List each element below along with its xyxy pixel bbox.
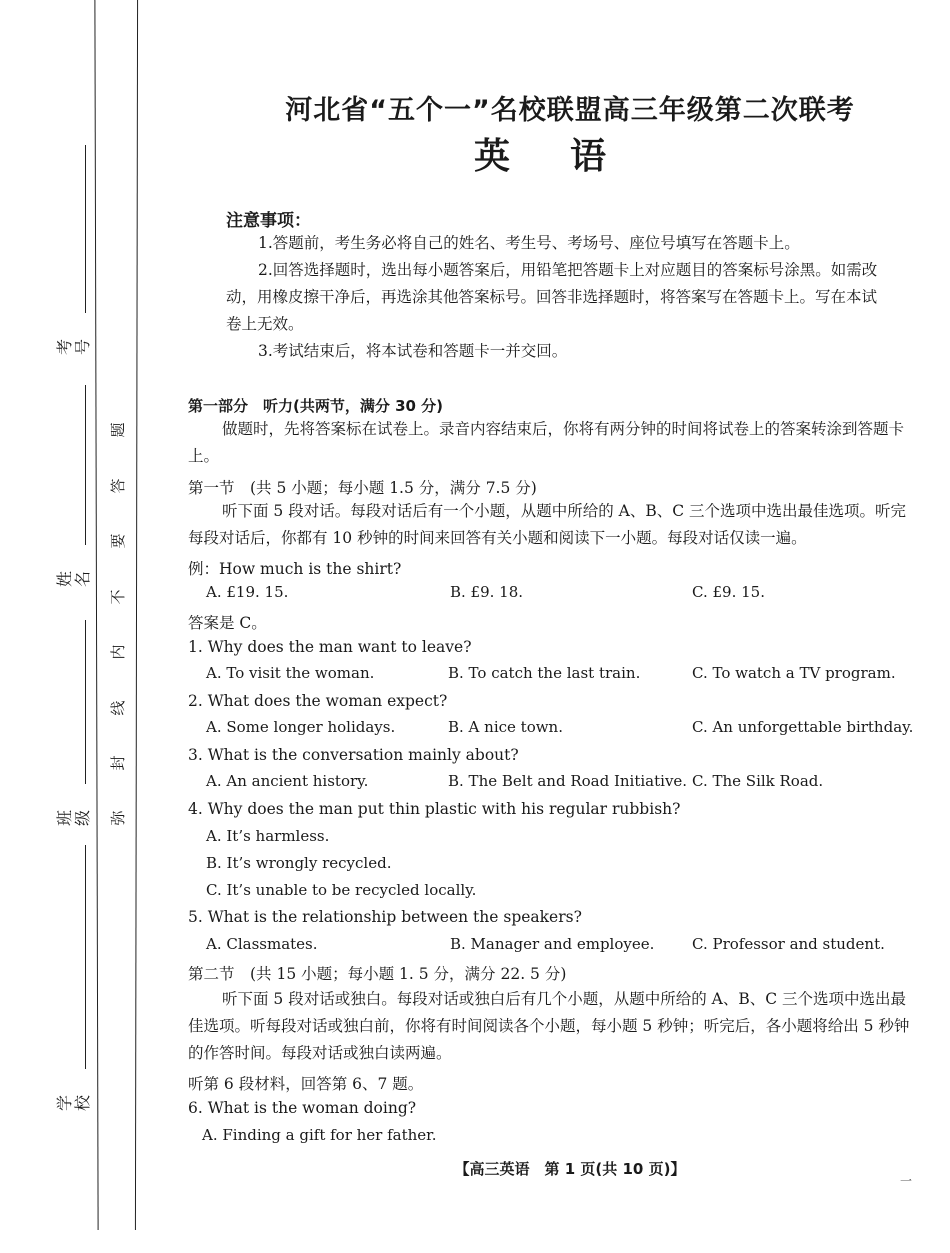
- exam-number-label: 考号: [55, 339, 92, 356]
- example-option-c: C. £9. 15.: [692, 583, 765, 601]
- class-line: [85, 620, 86, 784]
- question-5: 5. What is the relationship between the speakers?: [188, 908, 582, 926]
- page-footer: 【高三英语 第 1 页(共 10 页)】: [454, 1160, 686, 1178]
- exam-number-line: [85, 145, 86, 313]
- school-field[interactable]: [55, 845, 94, 1125]
- q3-option-a: A. An ancient history.: [206, 772, 369, 790]
- name-field[interactable]: [55, 385, 94, 625]
- seal-char: 线: [109, 700, 127, 716]
- exam-number-field[interactable]: [55, 145, 94, 385]
- q4-option-b: B. It’s wrongly recycled.: [206, 854, 392, 872]
- notice-item: 1.答题前，考生务必将自己的姓名、考生号、考场号、座位号填写在答题卡上。: [258, 234, 800, 252]
- subject-title: 英语: [473, 136, 666, 177]
- q1-option-c: C. To watch a TV program.: [692, 664, 896, 682]
- part1-instruction: 做题时，先将答案标在试卷上。录音内容结束后，你将有两分钟的时间将试卷上的答案转涂到答题卡上。: [188, 420, 905, 465]
- name-label: 姓名: [55, 571, 92, 588]
- seal-char: 题: [109, 422, 127, 438]
- section2-heading: 第二节 (共 15 小题；每小题 1. 5 分，满分 22. 5 分): [188, 965, 567, 983]
- section1-heading: 第一节 (共 5 小题；每小题 1.5 分，满分 7.5 分): [188, 479, 537, 497]
- name-line: [85, 385, 86, 545]
- q3-option-b: B. The Belt and Road Initiative.: [448, 772, 688, 790]
- corner-mark: 一: [900, 1174, 913, 1188]
- example-option-b: B. £9. 18.: [450, 583, 524, 601]
- class-label: 班级: [55, 810, 92, 827]
- seal-char: 内: [109, 644, 127, 660]
- seal-char: 要: [109, 533, 127, 549]
- question-1: 1. Why does the man want to leave?: [188, 638, 472, 656]
- example-option-a: A. £19. 15.: [206, 583, 289, 601]
- q2-option-c: C. An unforgettable birthday.: [692, 718, 914, 736]
- question-4: 4. Why does the man put thin plastic with his regular rubbish?: [188, 800, 681, 818]
- notice-item: 2.回答选择题时，选出每小题答案后，用铅笔把答题卡上对应题目的答案标号涂黑。如需改动，用橡皮擦干净后，再选涂其他答案标号。回答非选择题时，将答案写在答题卡上。写在本试卷上无效。: [226, 261, 878, 333]
- exam-title: 河北省“五个一”名校联盟高三年级第二次联考: [285, 95, 855, 126]
- q2-option-a: A. Some longer holidays.: [206, 718, 396, 736]
- q1-option-b: B. To catch the last train.: [448, 664, 641, 682]
- school-line: [85, 845, 86, 1069]
- seal-char: 弥: [109, 810, 127, 826]
- q4-option-a: A. It’s harmless.: [206, 827, 330, 845]
- seal-char: 答: [109, 478, 127, 494]
- notice-heading: 注意事项：: [226, 211, 311, 231]
- class-field[interactable]: [55, 620, 94, 860]
- section1-instruction: 听下面 5 段对话。每段对话后有一个小题，从题中所给的 A、B、C 三个选项中选出最佳选项。听完每段对话后，你都有 10 秒钟的时间来回答有关小题和阅读下一小题。每段对话仅读一遍。: [188, 502, 907, 547]
- seal-char: 不: [109, 589, 127, 605]
- q5-option-a: A. Classmates.: [206, 935, 318, 953]
- seal-char: 封: [109, 755, 127, 771]
- section2-instruction: 听下面 5 段对话或独白。每段对话或独白后有几个小题，从题中所给的 A、B、C 三个选项中选出最佳选项。听每段对话或独白前，你将有时间阅读各个小题，每小题 5 秒钟；听完后，各小题将给出 5 秒钟的作答时间。每段对话或独白读两遍。: [188, 990, 910, 1062]
- school-label: 学校: [55, 1095, 92, 1112]
- material-6-heading: 听第 6 段材料，回答第 6、7 题。: [188, 1075, 424, 1093]
- q6-option-a: A. Finding a gift for her father.: [202, 1126, 437, 1144]
- q3-option-c: C. The Silk Road.: [692, 772, 824, 790]
- binding-line-inner: [135, 0, 138, 1230]
- notice-list: [226, 230, 886, 365]
- question-3: 3. What is the conversation mainly about?: [188, 746, 519, 764]
- example-answer: 答案是 C。: [188, 614, 267, 632]
- binding-line-outer: [94, 0, 98, 1230]
- notice-item: 3.考试结束后，将本试卷和答题卡一并交回。: [258, 342, 568, 360]
- question-6: 6. What is the woman doing?: [188, 1099, 417, 1117]
- part1-heading: 第一部分 听力(共两节，满分 30 分): [188, 397, 444, 415]
- example-question: 例：How much is the shirt?: [188, 560, 402, 578]
- q4-option-c: C. It’s unable to be recycled locally.: [206, 881, 477, 899]
- q2-option-b: B. A nice town.: [448, 718, 563, 736]
- question-2: 2. What does the woman expect?: [188, 692, 448, 710]
- q1-option-a: A. To visit the woman.: [206, 664, 375, 682]
- q5-option-c: C. Professor and student.: [692, 935, 885, 953]
- q5-option-b: B. Manager and employee.: [450, 935, 655, 953]
